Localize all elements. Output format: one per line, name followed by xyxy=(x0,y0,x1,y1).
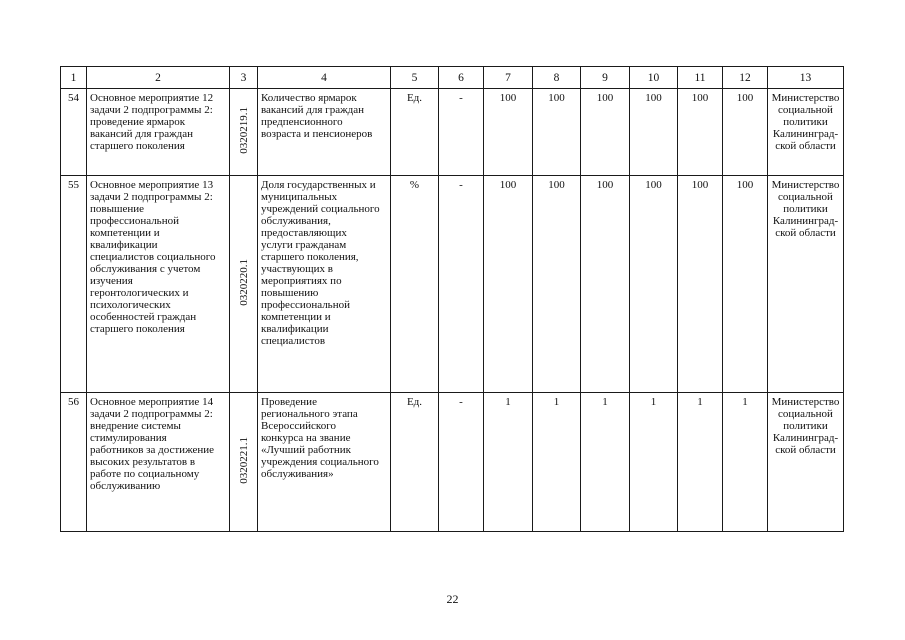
base-value: - xyxy=(439,176,484,393)
value-col-10: 1 xyxy=(630,393,678,532)
header-cell: 6 xyxy=(439,67,484,89)
value-col-8: 100 xyxy=(533,89,581,176)
page-number: 22 xyxy=(446,592,459,606)
executor: Министерство социальной политики Калининград- ской области xyxy=(768,89,844,176)
header-cell: 5 xyxy=(391,67,439,89)
program-table xyxy=(60,66,844,532)
row-number: 54 xyxy=(61,89,87,176)
row-number: 56 xyxy=(61,393,87,532)
table-row xyxy=(61,89,844,176)
executor: Министерство социальной политики Калининград- ской области xyxy=(768,176,844,393)
value-col-10: 100 xyxy=(630,89,678,176)
value-col-7: 100 xyxy=(484,176,533,393)
table-row xyxy=(61,393,844,532)
header-cell: 9 xyxy=(581,67,630,89)
value-col-7: 1 xyxy=(484,393,533,532)
header-cell: 10 xyxy=(630,67,678,89)
value-col-9: 1 xyxy=(581,393,630,532)
indicator-name: Количество ярмарок вакансий для граждан предпенсионного возраста и пенсионеров xyxy=(258,89,391,176)
indicator-name: Доля государственных и муниципальных учреждений социального обслуживания, предоставляющих услуги гражданам старшего поколения, участвующих в мероприятиях по повышению профессиональной компетенции и квалификации специалистов xyxy=(258,176,391,393)
code-cell xyxy=(230,393,258,532)
value-col-11: 100 xyxy=(678,176,723,393)
code-cell xyxy=(230,89,258,176)
unit: Ед. xyxy=(391,89,439,176)
value-col-8: 1 xyxy=(533,393,581,532)
unit: % xyxy=(391,176,439,393)
budget-code: 0320220.1 xyxy=(237,259,250,306)
budget-code: 0320221.1 xyxy=(237,437,250,484)
value-col-9: 100 xyxy=(581,176,630,393)
value-col-7: 100 xyxy=(484,89,533,176)
event-name: Основное мероприятие 12 задачи 2 подпрограммы 2: проведение ярмарок вакансий для граждан старшего поколения xyxy=(87,89,230,176)
value-col-8: 100 xyxy=(533,176,581,393)
value-col-12: 100 xyxy=(723,176,768,393)
header-cell: 2 xyxy=(87,67,230,89)
indicator-name: Проведение регионального этапа Всероссийского конкурса на звание «Лучший работник учреждения социального обслуживания» xyxy=(258,393,391,532)
header-cell: 11 xyxy=(678,67,723,89)
budget-code: 0320219.1 xyxy=(237,107,250,154)
header-cell: 7 xyxy=(484,67,533,89)
event-name: Основное мероприятие 13 задачи 2 подпрограммы 2: повышение профессиональной компетенции и квалификации специалистов социального обслуживания с учетом изучения геронтологических и психологических особенностей граждан старшего поколения xyxy=(87,176,230,393)
value-col-10: 100 xyxy=(630,176,678,393)
event-name: Основное мероприятие 14 задачи 2 подпрограммы 2: внедрение системы стимулирования работников за достижение высоких результатов в работе по социальному обслуживанию xyxy=(87,393,230,532)
header-cell: 13 xyxy=(768,67,844,89)
value-col-11: 100 xyxy=(678,89,723,176)
value-col-12: 1 xyxy=(723,393,768,532)
base-value: - xyxy=(439,89,484,176)
header-cell: 4 xyxy=(258,67,391,89)
value-col-11: 1 xyxy=(678,393,723,532)
header-cell: 1 xyxy=(61,67,87,89)
header-cell: 3 xyxy=(230,67,258,89)
executor: Министерство социальной политики Калининград- ской области xyxy=(768,393,844,532)
header-cell: 8 xyxy=(533,67,581,89)
table-row xyxy=(61,176,844,393)
row-number: 55 xyxy=(61,176,87,393)
table-header-row xyxy=(61,67,844,89)
code-cell xyxy=(230,176,258,393)
value-col-9: 100 xyxy=(581,89,630,176)
header-cell: 12 xyxy=(723,67,768,89)
unit: Ед. xyxy=(391,393,439,532)
base-value: - xyxy=(439,393,484,532)
value-col-12: 100 xyxy=(723,89,768,176)
